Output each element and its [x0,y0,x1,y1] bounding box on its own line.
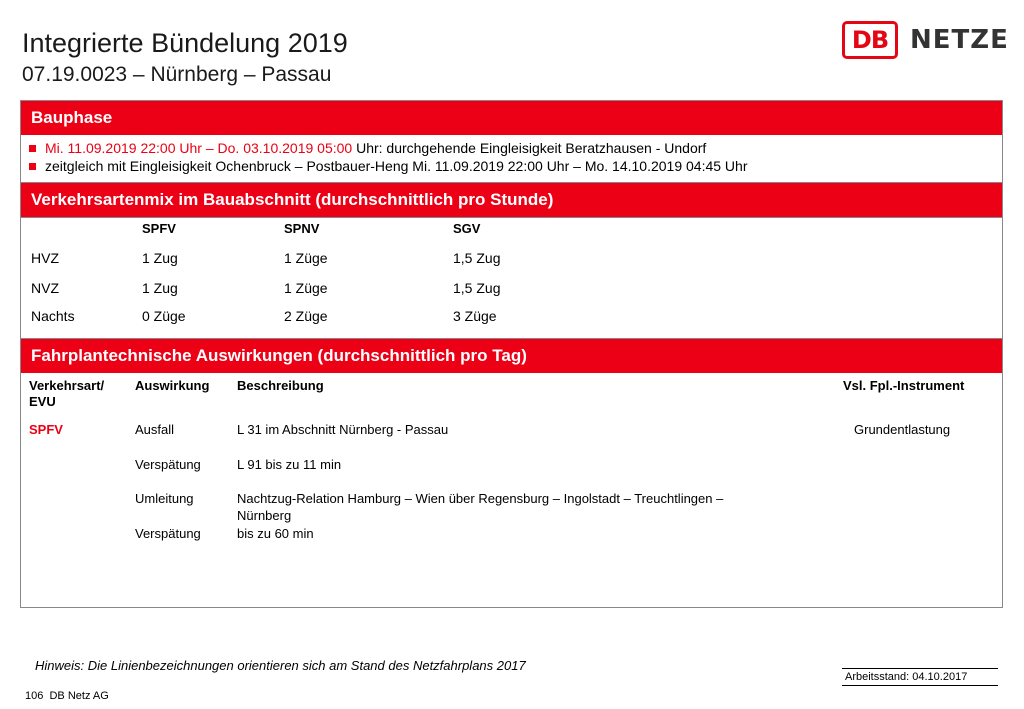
fp-col-instrument: Vsl. Fpl.-Instrument [843,378,965,393]
fp-row-auswirkung: Umleitung [135,491,194,506]
arbeitsstand: Arbeitsstand: 04.10.2017 [842,668,998,686]
fp-col-evu: EVU [29,394,56,409]
db-logo-box [842,21,898,59]
page-footer [25,690,109,702]
bullet-square-icon [29,163,36,170]
netze-logo-text: NETZE [910,25,1009,55]
db-netze-logo [842,20,1009,60]
fp-row-beschreibung: L 91 bis zu 11 min [237,457,342,472]
bauphase-item-1 [29,139,747,157]
mix-cell-sgv: 3 Züge [453,308,497,324]
db-logo-text: DB [851,26,889,54]
fp-col-verkehrsart: Verkehrsart/ [29,378,105,393]
verkehrsartenmix-heading: Verkehrsartenmix im Bauabschnitt (durchschnittlich pro Stunde) [21,183,1002,217]
mix-cell-spfv: 1 Zug [142,250,178,266]
mix-cell-spfv: 1 Zug [142,280,178,296]
fp-col-auswirkung: Auswirkung [135,378,210,393]
fp-row-beschreibung: L 31 im Abschnitt Nürnberg - Passau [237,422,449,437]
mix-row-nachts [21,306,1002,326]
bauphase-item-1-dates: Mi. 11.09.2019 22:00 Uhr – Do. 03.10.2019 05:00 [45,140,353,156]
fp-row-auswirkung: Verspätung [135,526,201,541]
fp-row-beschreibung: bis zu 60 min [237,526,314,541]
mix-cell-spnv: 1 Züge [284,280,328,296]
mix-row-label: NVZ [31,280,59,296]
content-frame [20,100,1003,608]
mix-cell-spnv: 1 Züge [284,250,328,266]
fp-verkehrsart-spfv: SPFV [29,422,63,437]
mix-cell-spnv: 2 Züge [284,308,328,324]
fp-col-beschreibung: Beschreibung [237,378,324,393]
mix-cell-sgv: 1,5 Zug [453,250,501,266]
section-divider [21,217,1002,218]
mix-cell-spfv: 0 Züge [142,308,186,324]
page-title: Integrierte Bündelung 2019 [22,28,348,58]
company-name: DB Netz AG [49,690,109,702]
bauphase-heading: Bauphase [21,101,1002,135]
mix-col-spfv: SPFV [142,221,176,236]
fp-row-beschreibung-cont: Nürnberg [237,508,292,523]
mix-row-label: Nachts [31,308,75,324]
bauphase-list [29,139,747,175]
mix-col-sgv: SGV [453,221,481,236]
bauphase-item-1-text: Uhr: durchgehende Eingleisigkeit Beratzhausen - Undorf [352,140,707,156]
mix-row-nvz [21,278,1002,298]
bauphase-item-2-text: zeitgleich mit Eingleisigkeit Ochenbruck – Postbauer-Heng Mi. 11.09.2019 22:00 Uhr – Mo. 14.10.2019 04:45 Uhr [45,158,748,174]
page-subtitle: 07.19.0023 – Nürnberg – Passau [22,63,332,86]
fp-row-auswirkung: Verspätung [135,457,201,472]
mix-cell-sgv: 1,5 Zug [453,280,501,296]
footnote: Hinweis: Die Linienbezeichnungen orientieren sich am Stand des Netzfahrplans 2017 [35,658,526,673]
mix-col-spnv: SPNV [284,221,320,236]
fahrplan-heading: Fahrplantechnische Auswirkungen (durchschnittlich pro Tag) [21,339,1002,373]
mix-row-label: HVZ [31,250,59,266]
mix-row-hvz [21,248,1002,268]
fp-row-auswirkung: Ausfall [135,422,175,437]
page-number: 106 [25,690,44,702]
fp-row-instrument: Grundentlastung [854,422,951,437]
mix-header-row [21,219,1002,239]
fp-row-beschreibung: Nachtzug-Relation Hamburg – Wien über Regensburg – Ingolstadt – Treuchtlingen – [237,491,724,506]
bauphase-item-2 [29,157,747,175]
bullet-square-icon [29,145,36,152]
